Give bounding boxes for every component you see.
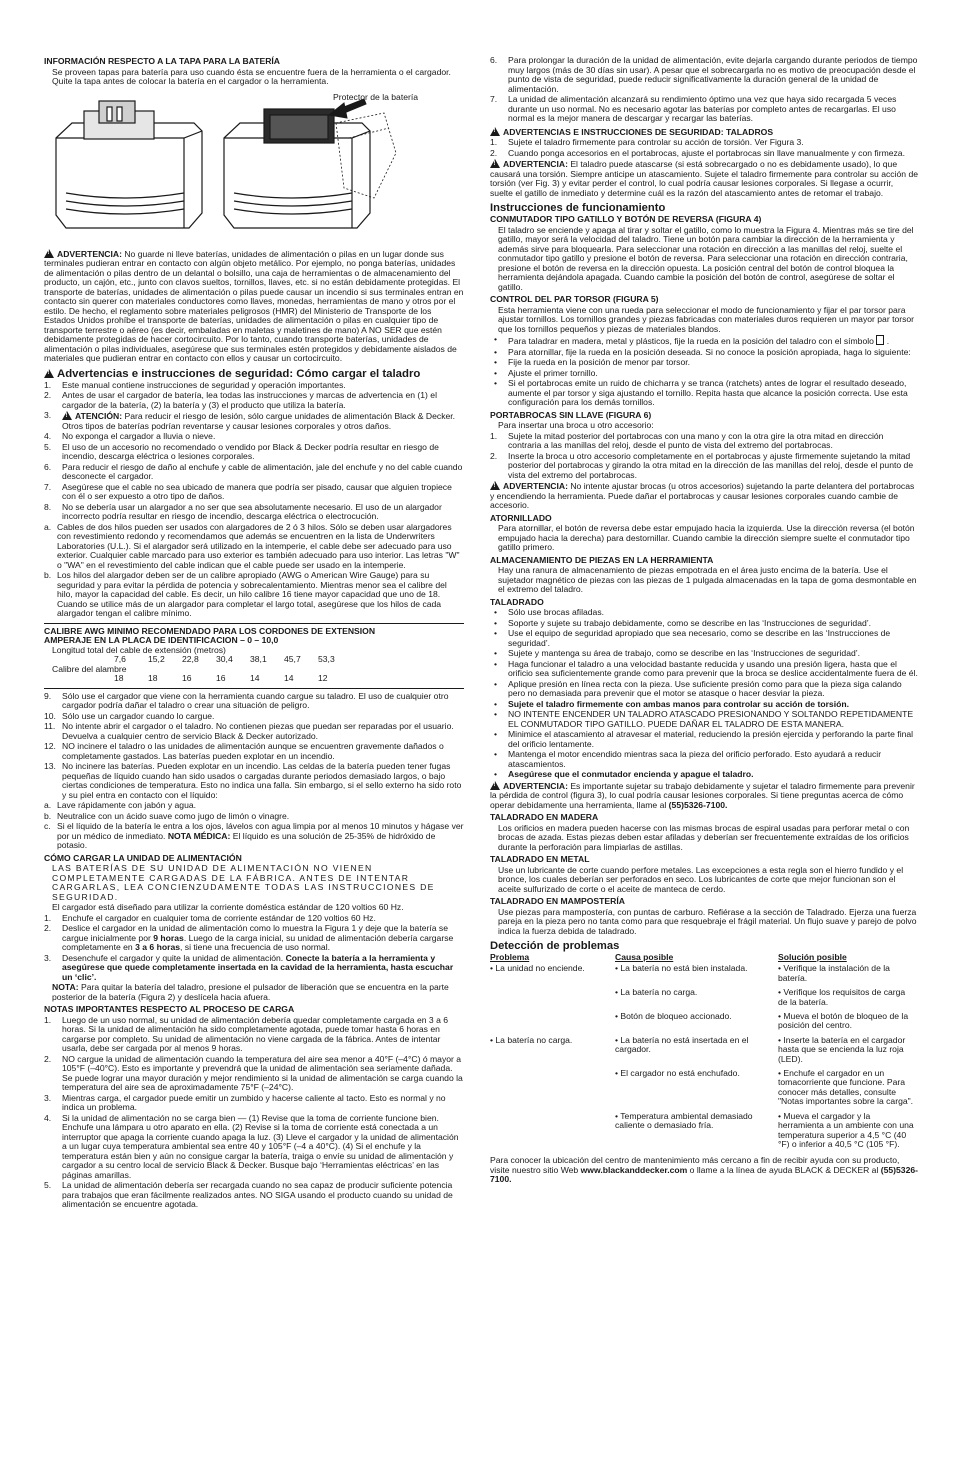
chuck-text: Para insertar una broca u otro accesorio:	[498, 420, 654, 430]
drilling-list-2	[490, 710, 918, 769]
warning-icon	[62, 411, 72, 420]
awg-table-subtitle: AMPERAJE EN LA PLACA DE IDENTIFICACION – 0 – 10,0	[44, 635, 279, 645]
how-to-charge-caps: LAS BATERÍAS DE SU UNIDAD DE ALIMENTACIÓN NO VIENEN COMPLETAMENTE CARGADAS DE LA FÁBRICA. ANTES DE INTENTAR CARGARLAS, LEA CONCIENZUDAMENTE TODAS LAS INSTRUCCIONES DE SEGURIDAD.	[52, 863, 435, 902]
table-rule-top	[44, 623, 464, 624]
awg-cell: 22,8	[182, 654, 199, 664]
list-item: 6. Para prolongar la duración de la unidad de alimentación, evite dejarla cargando durante periodos de tiempo muy largos (más de 30 días sin usar). A pesar que el sobrecargarla no es motivo de preocupación desde el punto de vista de seguridad, puede reducir significativamente la duración general de la unidad de alimentación.	[490, 55, 918, 94]
charge-note: NOTA: Para quitar la batería del taladro, presione el pulsador de liberación que se encuentra en la parte posterior de la batería (Figura 2) y deslícela hacia afuera.	[52, 982, 449, 1002]
list-item: 7. Asegúrese que el cable no sea ubicado de manera que podría ser pisado, causar que alguien tropiece con él o ser expuesto a otro tipo de daños.	[44, 481, 452, 501]
awg-cell: 18	[114, 673, 124, 683]
list-item: • Soporte y sujete su trabajo debidamente, como se describe en las ‘Instrucciones de seguridad’.	[494, 617, 872, 628]
table-row	[490, 1069, 918, 1112]
list-item: 5. La unidad de alimentación debería ser recargada cuando no sea capaz de producir suficiente potencia para trabajos que eran fácilmente realizados antes. NO SIGA usando el producto cuando su unidad de alimentación se encuentre agotada.	[44, 1180, 453, 1209]
list-item: • Fije la rueda en la posición de menor par torsor.	[494, 357, 690, 367]
list-item: 2. Deslice el cargador en la unidad de alimentación como lo muestra la Figura 1 y deje que la batería se cargue inicialmente por 9 horas. Luego de la carga inicial, su unidad de alimentación debería cargarse completamente en 3 a 6 horas, si tiene una frecuencia de uso normal.	[44, 923, 454, 952]
charging-notes-heading: NOTAS IMPORTANTES RESPECTO AL PROCESO DE CARGA	[44, 1004, 295, 1014]
drill-symbol-icon	[876, 335, 884, 345]
charging-safety-list-b	[44, 432, 464, 619]
list-item: 8. No se debería usar un alargador a no ser que sea absolutamente necesario. El uso de un alargador incorrecto podría resultar en riesgo de incendio, descarga eléctrica o electrocución.	[44, 501, 442, 521]
warning-storage: !ADVERTENCIA: No guarde ni lleve baterías, unidades de alimentación o pilas en un lugar donde sus terminales pudieran entrar en contacto con algún objeto metálico. Por ejemplo, no ponga baterías, unidades de alimentación o pilas dentro de un delantal o bolsillo, una caja de herramientas o de almacenamiento del producto, un cajón, etc., junto con clavos sueltos, tornillos, llaves, etc. si no están debidamente protegidas. El transporte de baterías, unidades de alimentación o pilas puede causar un incendio si sus terminales entran en contacto sin querer con materiales conductores como llaves, monedas, herramientas de mano y otros por el estilo. De hecho, el reglamento sobre materiales peligrosos (HMR) del Ministerio de Transporte de los Estados Unidos prohíbe el transporte de baterías, unidades de alimentación o pilas en cualquier tipo de transporte terrestre o aéreo (es decir, embaladas en maletas y maletines de mano) A NO SER que estén debidamente protegidas de hacer cortocircuito. Por lo tanto, cuando transporte baterías, unidades de alimentación o pilas individuales, asegúrese que sus terminales estén protegidos y debidamente aislados de materiales que pudieran entrar en contacto con ellos y causar un cortocircuito.	[44, 249, 464, 364]
list-item: b. Los hilos del alargador deben ser de un calibre apropiado (AWG o American Wire Gauge) para su seguridad y para evitar la pérdida de potencia y sobrecalentamiento. Mientras menor sea el calibre del hilo, mayor la capacidad del cable. Es decir, un hilo calibre 16 tiene mayor capacidad que uno de 18. Cuando se utilice más de un alargador para completar el largo total, asegúrese que los hilos de cada alargador tengan el calibre mínimo.	[44, 570, 447, 618]
footer-help: Para conocer la ubicación del centro de mantenimiento más cercano a fin de recibir ayuda con su producto, visite nuestro sitio Web www.blackanddecker.com o llame a la línea de ayuda BLACK & DECKER al (55)5326-7100.	[490, 1155, 919, 1185]
table-row	[490, 988, 918, 1012]
list-item: • Minimice el atascamiento al atravesar el material, reduciendo la presión ejercida y perforando la parte final del orificio lentamente.	[494, 729, 914, 749]
awg-length-label: Longitud total del cable de extensión (metros)	[52, 644, 226, 655]
masonry-text: Use piezas para mampostería, con puntas de carburo. Refiérase a la sección de Taladrado. Ejerza una fuerza pareja en la pieza pero no tanta como para que resquebraje el frágil material. Un flujo suave y parejo de polvo indica la fuerza debida de taladrado.	[498, 906, 917, 936]
table-cell	[490, 1012, 615, 1036]
table-cell	[490, 1069, 615, 1112]
list-item: a. Cables de dos hilos pueden ser usados con alargadores de 2 ó 3 hilos. Sólo se deben usar alargadores con revestimiento redondo y recomendamos que además se encuentren en la lista de Underwriters Laboratories (U.L.). Si el alargador será utilizado en la intemperie, el cable debe ser adecuado para uso exterior. Cualquier cable marcado para uso exterior es también adecuado para uso interior. Las letras "W" o "WA" en el revestimiento del cable indican que el cable puede ser usado en la intemperie.	[44, 521, 460, 570]
battery-illustration	[44, 93, 464, 243]
awg-cell: 30,4	[216, 654, 233, 664]
awg-cell: 45,7	[284, 654, 301, 664]
list-item: 9. Sólo use el cargador que viene con la herramienta cuando cargue su taladro. El uso de cualquier otro cargador podría dañar el taladro o crear una situación de peligro.	[44, 690, 449, 710]
table-row	[490, 1112, 918, 1155]
table-cell: • Verifique la instalación de la batería.	[778, 963, 890, 983]
awg-gauges-row	[44, 674, 464, 684]
list-item: 11. No intente abrir el cargador o el taladro. No contienen piezas que puedan ser reparadas por el usuario. Devuelva a cualquier centro de servicio Black & Decker autorizado.	[44, 721, 454, 741]
table-rule-bottom	[44, 688, 464, 689]
list-item: 1. Sujete el taladro firmemente para controlar su acción de torsión. Ver Figura 3.	[490, 137, 804, 147]
table-cell: • Mueva el botón de bloqueo de la posición del centro.	[778, 1011, 909, 1031]
list-item: a. Lave rápidamente con jabón y agua.	[44, 800, 197, 810]
chuck-list	[490, 432, 918, 481]
list-item: • Para taladrar en madera, metal y plásticos, fije la rueda en la posición del taladro con el símbolo .	[494, 334, 890, 346]
list-item: 3. Mientras carga, el cargador puede emitir un zumbido y hacerse caliente al tacto. Esto es normal y no indica un problema.	[44, 1092, 446, 1112]
charging-safety-list-c	[44, 692, 464, 822]
list-item: • Aplique presión en línea recta con la pieza. Use suficiente presión como para que la pieza siga calando pero no demasiada para prevenir que el motor se atasque o hacer desviar la pieza.	[494, 678, 902, 698]
storage-heading: ALMACENAMIENTO DE PIEZAS EN LA HERRAMIENTA	[490, 554, 714, 565]
list-item: • Asegúrese que el conmutador encienda y apague el taladro.	[494, 769, 754, 779]
warning-icon	[490, 127, 500, 136]
awg-gauge-label: Calibre del alambre	[52, 663, 127, 674]
table-cell: • La batería no está insertada en el cargador.	[615, 1034, 749, 1055]
warning-workpiece: !ADVERTENCIA: Es importante sujetar su trabajo debidamente y sujetar el taladro firmemente para prevenir la pérdida de control (figura 3), lo cual podría causar lesiones corporales. Si tiene preguntas acerca de cómo operar debidamente una herramienta, llame al (55)5326-7100.	[490, 781, 918, 811]
list-item: 2. Inserte la broca u otro accesorio completamente en el portabrocas y ajuste firmemente sujetando la mitad posterior del portabrocas y girando la otra mitad en la dirección de las manillas del reloj, desde el punto de vista del extremo del portabrocas.	[490, 450, 914, 480]
awg-cell: 14	[284, 673, 294, 683]
awg-cell: 7,6	[114, 654, 126, 664]
table-cell	[490, 1112, 615, 1155]
screwing-heading: ATORNILLADO	[490, 512, 552, 523]
column-header: Causa posible	[615, 952, 674, 962]
table-cell: • Botón de bloqueo accionado.	[615, 1011, 732, 1022]
list-item: 4. No exponga el cargador a lluvia o nieve.	[44, 431, 216, 441]
list-item: • Sólo use brocas afiladas.	[494, 607, 605, 617]
drilling-heading: TALADRADO	[490, 596, 544, 607]
table-cell: • Verifique los requisitos de carga de la batería.	[778, 987, 906, 1007]
list-item: 1. Enchufe el cargador en cualquier toma de corriente estándar de 120 voltios 60 Hz.	[44, 912, 376, 923]
operation-heading: Instrucciones de funcionamiento	[490, 202, 666, 214]
awg-cell: 16	[216, 673, 226, 683]
torque-heading: CONTROL DEL PAR TORSOR (FIGURA 5)	[490, 294, 659, 304]
warning-icon	[490, 481, 500, 490]
metal-text: Use un lubricante de corte cuando perfore metales. Las excepciones a esta regla son el hierro fundido y el bronce, los cuales deberían ser perforados en seco. Los lubricantes de corte que mejor funcionan son el aceite sulfurizado de corte o el aceite de manteca de cerdo.	[498, 864, 904, 894]
warning-icon	[44, 249, 54, 258]
table-row	[490, 1036, 918, 1069]
table-row	[490, 1012, 918, 1036]
table-cell: • Inserte la batería en el cargador hasta que se encienda la luz roja (LED).	[778, 1034, 906, 1064]
list-item: c. Si el líquido de la batería le entra a los ojos, lávelos con agua limpia por al menos 10 minutos y hágase ver por un médico de inmediato. NOTA MÉDICA: El líquido es una solución de 25-35% de hidróxido de potasio.	[44, 821, 464, 850]
list-item: • NO INTENTE ENCENDER UN TALADRO ATASCADO PRESIONANDO Y SOLTANDO REPETIDAMENTE EL CONMUTADOR TIPO GATILLO. PUEDE DAÑAR EL TALADRO DE ESTA MANERA.	[494, 709, 914, 729]
warning-stall: !ADVERTENCIA: El taladro puede atascarse (si está sobrecargado o no es debidamente usado), lo que causará una torsión. Siempre anticipe un atascamiento. Sujete el taladro firmemente para controlar su acción de torsión (ver Fig. 3) y evitar perder el control, lo cual podría causar lesiones corporales. Si llegase a ocurrir, suelte el gatillo de inmediato y determine cuál es la razón del atascamiento antes de retomar el trabajo.	[490, 159, 918, 198]
list-item: • Sujete el taladro firmemente con ambas manos para controlar su acción de torsión.	[494, 698, 849, 709]
awg-cell: 16	[182, 673, 192, 683]
how-to-charge-text: El cargador está diseñado para utilizar la corriente doméstica estándar de 120 voltios 60 Hz.	[52, 902, 404, 912]
chuck-heading: PORTABROCAS SIN LLAVE (FIGURA 6)	[490, 409, 652, 420]
list-item: • Ajuste el primer tornillo.	[494, 367, 598, 378]
battery-figure	[44, 93, 464, 243]
table-cell	[490, 988, 615, 1012]
list-item: 3. Desenchufe el cargador y quite la unidad de alimentación. Conecte la batería a la herramienta y asegúrese que quede completamente insertada en la cavidad de la herramienta, hasta escuchar un ‘clic’.	[44, 952, 454, 982]
warning-icon	[44, 369, 54, 378]
awg-cell: 14	[250, 673, 260, 683]
charging-safety-heading: !Advertencias e instrucciones de seguridad: Cómo cargar el taladro	[44, 368, 464, 380]
awg-table-gauges	[44, 674, 464, 684]
list-item: 5. El uso de un accesorio no recomendado o vendido por Black & Decker podría resultar en riesgo de incendio, descarga eléctrica o lesiones corporales.	[44, 441, 439, 461]
list-item: 10. Sólo use un cargador cuando lo cargue.	[44, 710, 215, 721]
battery-protector-label: Protector de la batería	[333, 91, 419, 102]
list-item: 1. Sujete la mitad posterior del portabrocas con una mano y con la otra gire la otra mitad en dirección contraria a las manillas del reloj, desde el punto de vista del extremo del portabrocas.	[490, 430, 884, 450]
charging-safety-list-a	[44, 381, 464, 411]
charging-notes-list	[44, 1016, 464, 1210]
table-cell: • La batería no está bien instalada.	[615, 963, 748, 974]
list-item: • Haga funcionar el taladro a una velocidad bastante reducida y usando una presión ligera, hasta que el orificio sea suficientemente grande como para prevenir que la broca se deslice accidentalmente fuera de él.	[494, 658, 918, 678]
table-cell: • Mueva el cargador y la herramienta a un ambiente con una temperatura superior a 4,5 °C (40 °F) o inferior a 40,5 °C (105 °F).	[778, 1110, 914, 1149]
warning-icon	[490, 159, 500, 168]
table-cell: • La unidad no enciende.	[490, 963, 585, 974]
battery-cap-text: Se proveen tapas para batería para uso cuando ésta se encuentre fuera de la herramienta o el cargador. Quite la tapa antes de colocar la batería en el cargador o la herramienta.	[52, 66, 451, 86]
right-column	[490, 56, 918, 1186]
masonry-heading: TALADRADO EN MAMPOSTERÍA	[490, 896, 625, 906]
awg-table-title: CALIBRE AWG MINIMO RECOMENDADO PARA LOS CORDONES DE EXTENSION	[44, 625, 376, 636]
list-item: 12. NO incinere el taladro o las unidades de alimentación aunque se encuentren gravemente dañados o completamente gastados. Las baterías pueden explotar en un incendio.	[44, 741, 444, 761]
awg-cell: 38,1	[250, 654, 267, 664]
list-item: 2. NO cargue la unidad de alimentación cuando la temperatura del aire sea menor a 40°F (–4°C) ó mayor a 105°F (–40°C). Esto es importante y prevendrá que la unidad de alimentación sea seriamente dañada. Se puede lograr una mayor duración y mejor rendimiento si la unidad de alimentación se carga cuando la temperatura del aire sea de aproximadamente 75°F (–24°C).	[44, 1053, 463, 1092]
torque-list	[490, 348, 918, 408]
torque-text: Esta herramienta viene con una rueda para seleccionar el modo de funcionamiento y fijar el par torsor para ajustar tornillos. Los tornillos grandes y piezas fabricadas con materiales duros requieren un mayor par torsor que los tornillos pequeños y piezas de materiales blandos.	[498, 304, 915, 334]
table-cell: • Temperatura ambiental demasiado caliente o demasiado fría.	[615, 1110, 753, 1131]
drill-safety-heading: !ADVERTENCIAS E INSTRUCCIONES DE SEGURIDAD: TALADROS	[490, 127, 918, 138]
metal-heading: TALADRADO EN METAL	[490, 854, 590, 864]
column-header: Problema	[490, 952, 530, 962]
list-item: 3. ! ATENCIÓN: Para reducir el riesgo de lesión, sólo cargue unidades de alimentación Black & Decker. Otros tipos de baterías podrían reventarse y causar lesiones corporales y otros daños.	[44, 411, 464, 431]
awg-cell: 12	[318, 673, 328, 683]
warning-icon	[490, 781, 500, 790]
troubleshooting-body	[490, 964, 918, 1154]
list-item: • Use el equipo de seguridad apropiado que sea necesario, como se describe en las ‘Instrucciones de seguridad’.	[494, 628, 891, 648]
awg-cell: 15,2	[148, 654, 165, 664]
column-header: Solución posible	[778, 952, 847, 962]
list-item: 2. Antes de usar el cargador de batería, lea todas las instrucciones y marcas de advertencia en (1) el cargador de la batería, (2) la batería y (3) el producto que utiliza la batería.	[44, 390, 437, 410]
left-column	[44, 54, 464, 1211]
list-item: 2. Cuando ponga accesorios en el portabrocas, ajuste el portabrocas sin llave manualmente y con firmeza.	[490, 147, 905, 158]
list-item: • Para atornillar, fije la rueda en la posición deseada. Si no conoce la posición apropiada, haga lo siguiente:	[494, 346, 911, 357]
list-item: 4. Si la unidad de alimentación no se carga bien — (1) Revise que la toma de corriente funcione bien. Enchufe una lámpara u otro aparato en ella. (2) Revise si la toma de corriente está conectada a un interruptor que apaga la corriente cuando apaga la luz. (3) Lleve el cargador y la unidad de alimentación a un lugar cuya temperatura ambiental sea entre 40 y 105°F (–4 a 40°C). (4) Si el enchufe y la temperatura están bien y aún no consigue cargar la batería, traiga o envíe su unidad de alimentación y cargador a su centro local de servicio Black & Decker. Busque bajo ‘Herramientas eléctricas’ en las páginas amarillas.	[44, 1112, 459, 1180]
troubleshooting-heading: Detección de problemas	[490, 940, 620, 952]
list-item: • Mantenga el motor encendido mientras saca la pieza del orificio perforado. Esto ayudará a reducir atascamientos.	[494, 749, 882, 769]
list-item: 7. La unidad de alimentación alcanzará su rendimiento óptimo una vez que haya sido recargada 5 veces durante un uso normal. No es necesario agotar las baterías por completo antes de recargarlas. El uso normal es la mejor manera de descargar y recargar las baterías.	[490, 94, 897, 123]
list-item: b. Neutralice con un ácido suave como jugo de limón o vinagre.	[44, 810, 290, 821]
table-cell: • Enchufe el cargador en un tomacorriente que funcione. Para conocer más detalles, consulte "Notas importantes sobre la carga".	[778, 1068, 914, 1107]
list-item: 1. Este manual contiene instrucciones de seguridad y operación importantes.	[44, 379, 346, 390]
awg-cell: 53,3	[318, 654, 335, 664]
troubleshooting-table	[490, 953, 918, 1154]
wood-heading: TALADRADO EN MADERA	[490, 812, 599, 822]
battery-left-icon	[56, 101, 202, 228]
website-link[interactable]: www.blackanddecker.com	[580, 1164, 688, 1175]
list-item: • Si el portabrocas emite un ruido de chicharra y se tranca (ratchets) antes de lograr el resultado deseado, aumente el par torsor y siga ajustando el tornillo. Repita hasta que alcance la posición correcta. Use esta configuración para los demás tornillos.	[494, 378, 908, 407]
drill-safety-list	[490, 138, 918, 158]
table-cell: • La batería no carga.	[490, 1034, 573, 1045]
charging-notes-continued	[490, 56, 918, 124]
storage-text: Hay una ranura de almacenamiento de piezas empotrada en el área justo encima de la batería. Use el sujetador magnético de piezas con las piezas de 1 pulgada almacenadas en la tapa de goma desmontable en el extremo del taladro.	[498, 565, 917, 594]
list-item: 1. Luego de un uso normal, su unidad de alimentación debería quedar completamente cargada en 3 a 6 horas. Si la unidad de alimentación ha sido completamente agotada, puede tomar hasta 6 horas en cargarse por completo. Su unidad de alimentación no viene cargada de la fábrica. Antes de intentar usarla, debe ser cargada por al menos 9 horas.	[44, 1014, 449, 1053]
list-item: • Sujete y mantenga su área de trabajo, como se describe en las ‘Instrucciones de seguridad’.	[494, 648, 861, 658]
table-cell: • El cargador no está enchufado.	[615, 1068, 740, 1079]
drilling-list	[490, 608, 918, 699]
table-row	[490, 964, 918, 988]
list-item: 6. Para reducir el riesgo de daño al enchufe y cable de alimentación, jale del enchufe y no del cable cuando desconecte el cargador.	[44, 461, 463, 481]
switch-heading: CONMUTADOR TIPO GATILLO Y BOTÓN DE REVERSA (FIGURA 4)	[490, 214, 762, 224]
list-item: 13. No incinere las baterías. Pueden explotar en un incendio. Las celdas de la batería pueden tener fugas pequeñas de líquido cuando han sido usados o cargadas durante periodos demasiado largos, o bajo ciertas condiciones de temperatura. Esto no indica una falla. Sin embargo, si el sello externo ha sido roto y su piel entra en contacto con el líquido:	[44, 761, 462, 800]
battery-cap-heading: INFORMACIÓN RESPECTO A LA TAPA PARA LA BATERÍA	[44, 56, 281, 66]
screwing-text: Para atornillar, el botón de reversa debe estar empujado hacia la izquierda. Use la dirección reversa (el botón empujado hacia la derecha) para destornillar. Cuando cambie la dirección siempre suelte el conmutador tipo gatillo primero.	[498, 523, 915, 552]
how-to-charge-heading: CÓMO CARGAR LA UNIDAD DE ALIMENTACIÓN	[44, 852, 242, 863]
switch-text: El taladro se enciende y apaga al tirar y soltar el gatillo, como lo muestra la Figura 4. Mientras más se tire del gatillo, mayor será la velocidad del taladro. Tiene un botón para cambiar la dirección de la herramienta y además sirve para bloquearla. Para seleccionar una rotación en dirección a las manillas del reloj, suelte el conmutador tipo gatillo y presione el botón de reversa. Para seleccionar una rotación en dirección contraria, presione el botón de reversa en la dirección opuesta. La posición central del botón de control bloquea la herramienta dejándola apagada. Cuando cambie la posición del botón de control, asegúrese de soltar el gatillo.	[498, 224, 914, 292]
wood-text: Los orificios en madera pueden hacerse con las mismas brocas de espiral usadas para perforar metal o con brocas de azada. Estas piezas deben estar afiladas y deberían ser frecuentemente extraídas de los orificios durante la perforación para limpiarlas de astillas.	[498, 822, 910, 852]
warning-chuck: !ADVERTENCIA: No intente ajustar brocas (u otros accesorios) sujetando la parte delantera del portabrocas y encendiendo la herramienta. Puede dañar el portabrocas y causar lesiones corporales cuando cambie de accesorio.	[490, 481, 918, 511]
awg-cell: 18	[148, 673, 158, 683]
table-cell: • La batería no carga.	[615, 987, 698, 998]
battery-right-icon	[224, 109, 370, 228]
